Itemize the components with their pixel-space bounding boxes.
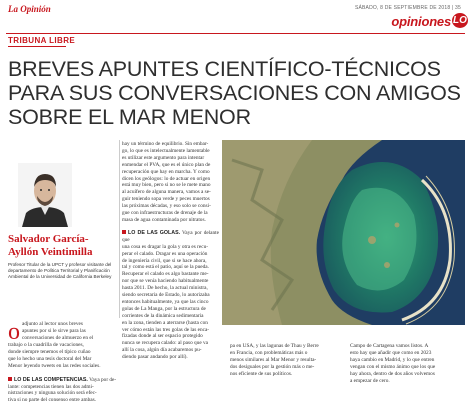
kicker-underline xyxy=(8,46,66,47)
text-line: enmendar el PVA, que es el único plan de xyxy=(122,161,211,168)
text-line: lante: competencias tienen las dos admi- xyxy=(8,383,94,390)
section-logo: LO xyxy=(453,15,467,26)
author-bio: Profesor Titular de la UPCT y profesor visitante del departamento de Política Territorial y Planificación Ambiental de la Universidad de California Berkeley xyxy=(8,262,112,279)
text-line: allí la cosa, algún día acabaremos pu- xyxy=(122,347,202,354)
text-line: Campo de Cartagena vamos listos. A xyxy=(350,343,429,349)
author-portrait-illustration xyxy=(18,163,72,227)
text-line: tal y como está el patio, aquí se la pueda. xyxy=(122,264,209,271)
kicker: TRIBUNA LIBRE xyxy=(8,36,76,45)
text-line: diendo pasar andando por allí). xyxy=(122,354,188,361)
text-line: hasta 2011. De hecho, la actual ministra, xyxy=(122,285,208,292)
bullet-square-icon xyxy=(8,377,12,381)
text-line: dicen los geólogos: lo de actuar en origen xyxy=(122,175,211,182)
author-name-line: Salvador García- xyxy=(8,233,89,245)
text-line: dos desiguales por la gestión más o me- xyxy=(230,363,315,370)
text-line: conversaciones de almuerzo en el xyxy=(22,334,94,341)
text-line: en la zona, tienden a aterrarse (hasta con xyxy=(122,319,208,326)
bullet-square-icon xyxy=(122,230,126,234)
newspaper-brand: La Opinión xyxy=(8,4,51,14)
text-line: apuntes por si le sirve para las xyxy=(22,327,86,334)
text-line: gue con infraestructuras de drenaje de la xyxy=(122,210,208,217)
column-4 xyxy=(350,343,465,384)
text-line: vengan con el mismo ánimo que los que xyxy=(350,363,436,370)
text-line: a empezar de cero. xyxy=(350,377,390,384)
text-line: guir teniendo sopa verde y peces muertos xyxy=(122,196,210,203)
header-rule xyxy=(6,33,465,34)
newspaper-header xyxy=(0,0,471,30)
text-line: siendo secretaria de Estado, lo autorizaba xyxy=(122,292,210,299)
headline-line: BREVES APUNTES CIENTÍFICO-TÉCNICOS xyxy=(8,57,441,81)
text-line: go, lo que es intelectualmente lamentable xyxy=(122,147,210,154)
text-line: hay un término de equilibrio. Sin embar- xyxy=(122,141,209,147)
subheading-line xyxy=(122,230,219,244)
date-line: SÁBADO, 8 DE SEPTIEMBRE DE 2018 | 35 xyxy=(354,5,461,11)
author-photo xyxy=(18,163,72,227)
column-3 xyxy=(230,343,340,378)
text-line: Menor leyendo tweets en las redes sociales. xyxy=(8,362,101,369)
headline-line: PARA SUS CONVERSACIONES CON AMIGOS xyxy=(8,81,461,105)
text-line: menos similares al Mar Menor y resulta- xyxy=(230,356,317,363)
section-title: opiniones xyxy=(391,14,451,29)
author-name-line: Ayllón Veintimilla xyxy=(8,246,93,258)
column-2 xyxy=(122,141,219,361)
satellite-illustration xyxy=(222,140,465,325)
text-line: haya cambio en Madrid, y lo que entren xyxy=(350,356,435,363)
author-name xyxy=(8,233,112,259)
text-line: nos eficiente de sus políticos. xyxy=(230,370,293,377)
text-fragment: Vaya por de- xyxy=(87,376,117,383)
text-line: recuperación que hay en marcha. Y como xyxy=(122,168,210,175)
text-line: está muy bien, pero si no se le mete mano xyxy=(122,182,211,189)
text-line: adjunto al lector unos breves xyxy=(22,321,83,327)
text-line: hay ahora, dentro de dos años volvemos xyxy=(350,370,435,377)
text-line: pa en USA, y las lagunas de Thau y Berre xyxy=(230,343,319,349)
intro-paragraph xyxy=(8,321,118,370)
text-line: golas de La Manga, por la estructura de xyxy=(122,305,206,312)
text-line: al acuífero de alguna manera, vamos a se- xyxy=(122,189,211,196)
text-line: nor que se venía haciendo habitualmente xyxy=(122,278,209,285)
subheading-line xyxy=(8,377,118,384)
dropcap: o xyxy=(8,319,20,345)
text-line: una cosa es dragar la gola y otra es recu- xyxy=(122,243,209,250)
text-line: las próximas décadas, y eso solo se consi- xyxy=(122,203,211,210)
text-fragment: Vaya por delante que xyxy=(122,229,219,243)
text-line: tiva si no parte del consenso entre ambas. xyxy=(8,397,96,404)
text-line: ver cómo están las tres golas de las enca- xyxy=(122,326,210,333)
text-line: donde siempre tenemos el típico cuñao xyxy=(8,348,91,355)
column-divider xyxy=(119,140,120,318)
text-line: es utilizar este argumento para intentar xyxy=(122,154,205,161)
text-line: entonces habitualmente, ya que las cinco xyxy=(122,298,209,305)
text-line: corrientes de la dinámica sedimentaria xyxy=(122,312,204,319)
text-line: Recuperar el calado es algo bastante me- xyxy=(122,271,209,278)
subheading: LO DE LAS GOLAS. xyxy=(128,229,181,236)
text-line: que lo hecho una tesis doctoral del Mar xyxy=(8,355,92,362)
text-line: nistraciones y ninguna solución será efec- xyxy=(8,390,97,397)
text-line: esto hay que añadir que como en 2023 xyxy=(350,349,432,356)
text-line: masa de agua contaminada por nitratos. xyxy=(122,216,206,223)
headline xyxy=(8,57,468,129)
column-1 xyxy=(8,321,118,404)
text-line: de ingeniería civil, que si se hace ahora, xyxy=(122,257,207,264)
headline-line: SOBRE EL MAR MENOR xyxy=(8,105,251,129)
text-line: fizadas donde al ser espacio protegido xyxy=(122,333,203,340)
mar-menor-satellite-image xyxy=(222,140,465,325)
subheading: LO DE LAS COMPETENCIAS. xyxy=(14,376,88,383)
text-line: perar el calado. Dragar es una operación xyxy=(122,250,208,257)
text-line: nunca se recupera calado: al paso que va xyxy=(122,340,209,347)
text-line: en Francia, con problemáticas más o xyxy=(230,349,308,356)
text-line: trabajo o la cuadrilla de vacaciones, xyxy=(8,342,84,348)
